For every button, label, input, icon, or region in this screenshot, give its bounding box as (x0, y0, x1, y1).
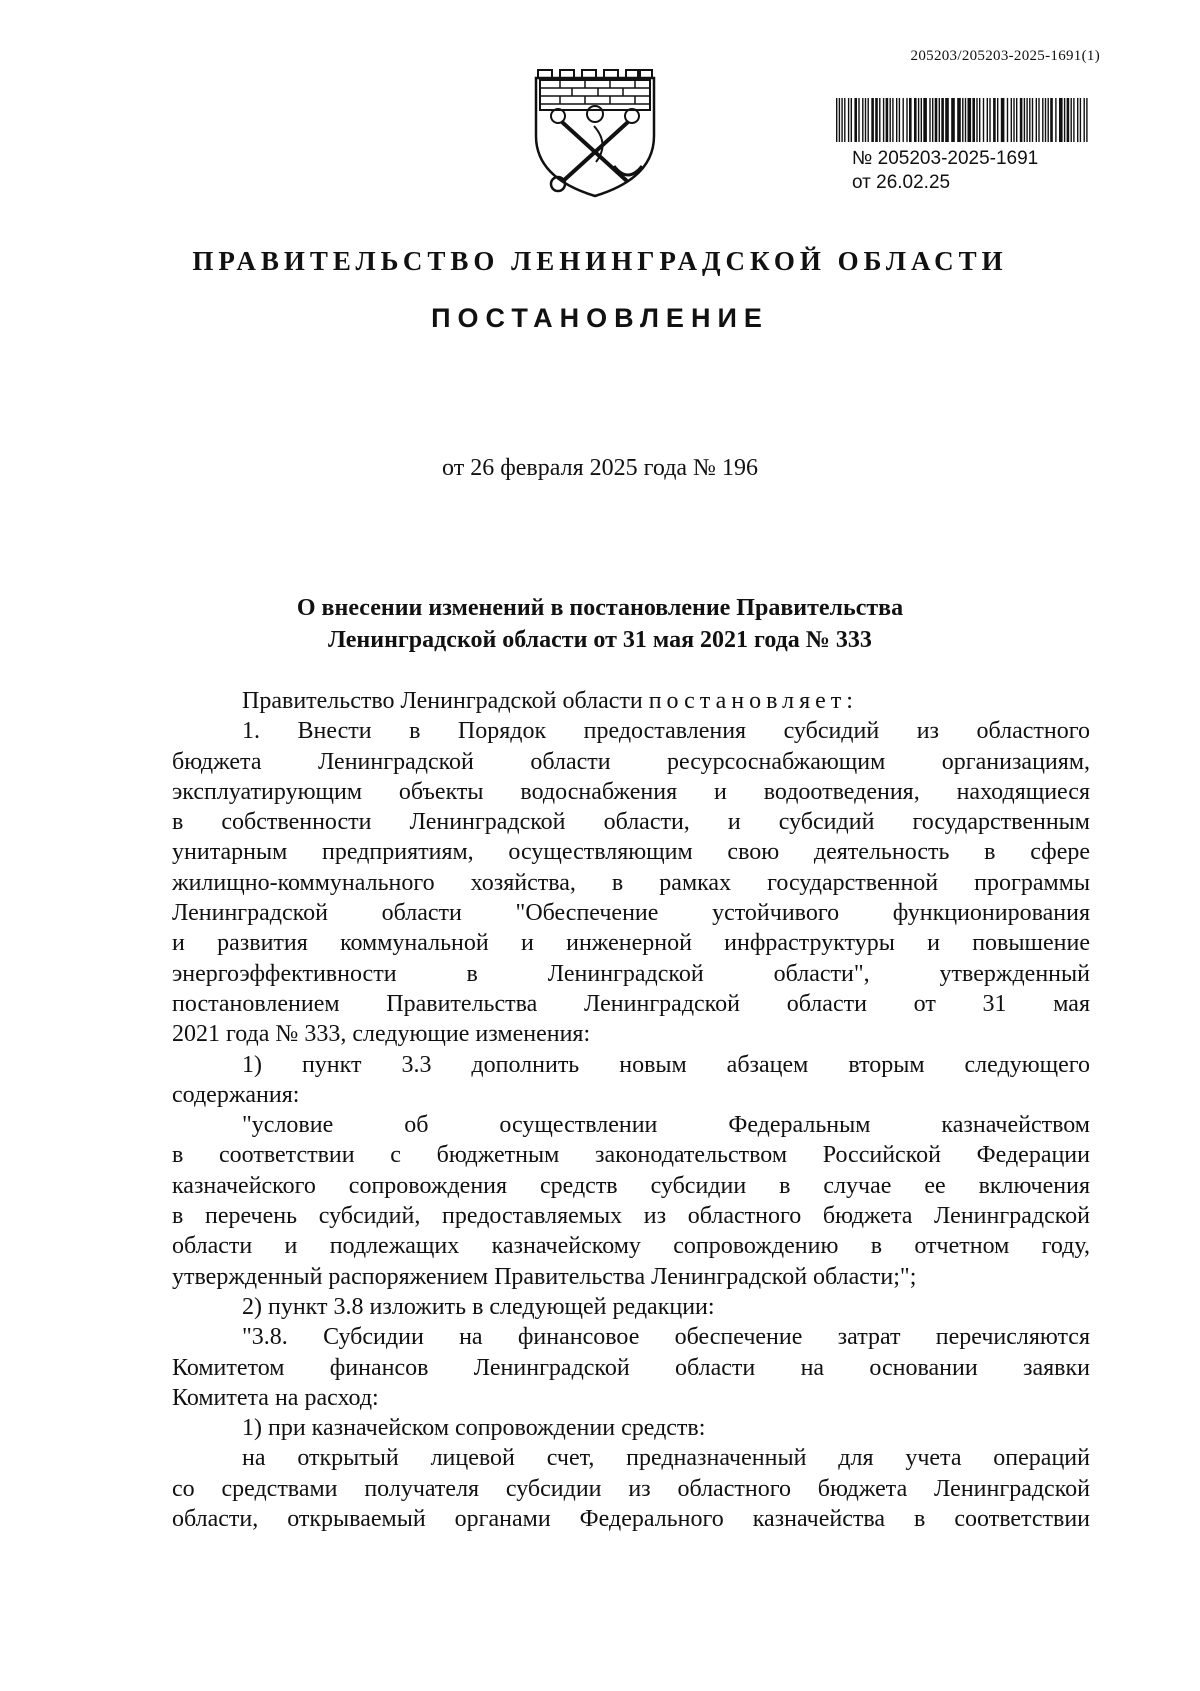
quote-2 (172, 1322, 1090, 1413)
barcode-bar (903, 98, 904, 142)
barcode-bar (941, 98, 944, 142)
text-line: "условие об осуществлении Федеральным казначейством (242, 1112, 1090, 1139)
text-line: Ленинградской области "Обеспечение устойчивого функционирования (172, 900, 1090, 927)
text-line: в перечень субсидий, предоставляемых из областного бюджета Ленинградской (172, 1203, 1090, 1230)
barcode-icon (836, 98, 1090, 142)
barcode-bar (914, 98, 917, 142)
barcode-bar (848, 98, 849, 142)
barcode-bar (935, 98, 938, 142)
barcode-bar (1038, 98, 1039, 142)
barcode-bar (906, 98, 907, 142)
barcode-bar (989, 98, 990, 142)
barcode-bar (836, 98, 837, 142)
text-line: 2021 года № 333, следующие изменения: (172, 1021, 591, 1048)
barcode-bar (1067, 98, 1070, 142)
text-line: энергоэффективности в Ленинградской области", утвержденный (172, 960, 1090, 987)
barcode-bar (1016, 98, 1017, 142)
text-line: "3.8. Субсидии на финансовое обеспечение затрат перечисляются (242, 1324, 1090, 1351)
text-line: и развития коммунальной и инженерной инфраструктуры и повышение (172, 930, 1090, 957)
barcode-bar (892, 98, 893, 142)
text-line: утвержденный распоряжением Правительства Ленинградской области;"; (172, 1263, 917, 1290)
barcode-bar (886, 98, 889, 142)
barcode-bar (1032, 98, 1033, 142)
text-line: в собственности Ленинградской области, и субсидий государственным (172, 809, 1090, 836)
barcode-bar (923, 98, 927, 142)
barcode-bar (1045, 98, 1046, 142)
barcode-bar (1059, 98, 1063, 142)
document-reference-number: 205203/205203-2025-1691(1) (910, 48, 1100, 64)
barcode-bar (976, 98, 977, 142)
barcode-bar (921, 98, 922, 142)
barcode-bar (1007, 98, 1008, 142)
barcode-bar (890, 98, 891, 142)
text-line: 1. Внести в Порядок предоставления субсидий из областного (242, 718, 1090, 745)
intro-paragraph (172, 686, 1090, 716)
sub-item-1-text (172, 1443, 1090, 1534)
item-1 (172, 1050, 1090, 1111)
barcode-bar (909, 98, 912, 142)
registration-date: от 26.02.25 (852, 172, 951, 193)
barcode-bar (987, 98, 988, 142)
text-line: в соответствии с бюджетным законодательством Российской Федерации (172, 1142, 1090, 1169)
document-type: ПОСТАНОВЛЕНИЕ (431, 303, 769, 333)
barcode-bar (851, 98, 852, 142)
barcode-bar (879, 98, 880, 142)
barcode-bar (1077, 98, 1078, 142)
barcode-bar (929, 98, 930, 142)
text-line: области и подлежащих казначейскому сопровождению в отчетном году, (172, 1233, 1090, 1260)
text-line: унитарным предприятиям, осуществляющим свою деятельность в сфере (172, 839, 1090, 866)
barcode-bar (1073, 98, 1074, 142)
barcode-bar (1020, 98, 1023, 142)
barcode-bar (962, 98, 963, 142)
text-line: со средствами получателя субсидии из областного бюджета Ленинградской (172, 1475, 1090, 1502)
barcode-bar (957, 98, 961, 142)
registration-number: № 205203-2025-1691 (852, 148, 1039, 169)
barcode-bar (858, 98, 859, 142)
barcode-bar (932, 98, 933, 142)
text-line: жилищно-коммунального хозяйства, в рамках государственной программы (172, 869, 1090, 896)
barcode-bar (1036, 98, 1037, 142)
barcode-bar (841, 98, 842, 142)
decree-subject-line: Ленинградской области от 31 мая 2021 года № 333 (328, 627, 872, 653)
barcode-bar (1071, 98, 1072, 142)
item-2: 2) пункт 3.8 изложить в следующей редакции: (242, 1293, 715, 1320)
barcode-bar (1011, 98, 1012, 142)
barcode-bar (965, 98, 966, 142)
text-line: содержания: (172, 1081, 300, 1108)
barcode-bar (968, 98, 972, 142)
sub-item-1: 1) при казначейском сопровождении средств: (242, 1415, 706, 1442)
barcode-bar (1050, 98, 1053, 142)
leningrad-oblast-coat-of-arms-icon (530, 66, 660, 200)
quote-1 (172, 1110, 1090, 1292)
organization-title: ПРАВИТЕЛЬСТВО ЛЕНИНГРАДСКОЙ ОБЛАСТИ (192, 246, 1008, 276)
decree-date: от 26 февраля 2025 года № 196 (442, 455, 758, 481)
document-body (172, 686, 1090, 1534)
barcode-bar (883, 98, 884, 142)
intro-text: Правительство Ленинградской области (242, 688, 649, 714)
text-line: постановлением Правительства Ленинградской области от 31 мая (172, 990, 1090, 1017)
text-line: бюджета Ленинградской области ресурсоснабжающим организациям, (172, 748, 1090, 775)
text-line: 1) пункт 3.3 дополнить новым абзацем вторым следующего (242, 1051, 1090, 1078)
barcode-bar (862, 98, 863, 142)
barcode-bar (979, 98, 980, 142)
text-line: эксплуатирующим объекты водоснабжения и водоотведения, находящиеся (172, 778, 1090, 805)
barcode-bar (865, 98, 866, 142)
barcode-bar (844, 98, 845, 142)
barcode-bar (1064, 98, 1065, 142)
decree-subject-line: О внесении изменений в постановление Правительства (296, 595, 904, 621)
barcode-bar (993, 98, 996, 142)
text-line: казначейского сопровождения средств субсидии в случае ее включения (172, 1172, 1090, 1199)
barcode-bar (896, 98, 897, 142)
barcode-bar (1055, 98, 1056, 142)
barcode-bar (945, 98, 949, 142)
text-line: Комитета на расход: (172, 1384, 379, 1411)
text-line: на открытый лицевой счет, предназначенный для учета операций (242, 1445, 1090, 1472)
barcode-bar (1026, 98, 1027, 142)
barcode-bar (1080, 98, 1081, 142)
barcode-bar (951, 98, 955, 142)
decree-subject (0, 592, 1200, 656)
barcode-bar (868, 98, 869, 142)
barcode-bar (983, 98, 984, 142)
barcode-bar (1048, 98, 1049, 142)
barcode-bar (875, 98, 878, 142)
barcode-bar (1084, 98, 1085, 142)
barcode-bar (1013, 98, 1014, 142)
barcode-bar (1001, 98, 1005, 142)
barcode-bar (1086, 98, 1087, 142)
barcode-bar (871, 98, 874, 142)
barcode-bar (997, 98, 998, 142)
barcode-bar (1024, 98, 1025, 142)
barcode-bar (899, 98, 900, 142)
barcode-bar (1042, 98, 1043, 142)
text-line: Комитетом финансов Ленинградской области на основании заявки (172, 1354, 1090, 1381)
paragraph-1 (172, 716, 1090, 1049)
barcode-bar (839, 98, 840, 142)
intro-resolve: постановляет: (648, 688, 858, 714)
barcode-bar (972, 98, 975, 142)
barcode-bar (854, 98, 857, 142)
text-line: области, открываемый органами Федерального казначейства в соответствии (172, 1506, 1090, 1533)
barcode-bar (1029, 98, 1030, 142)
barcode-bar (939, 98, 940, 142)
barcode-bar (918, 98, 919, 142)
